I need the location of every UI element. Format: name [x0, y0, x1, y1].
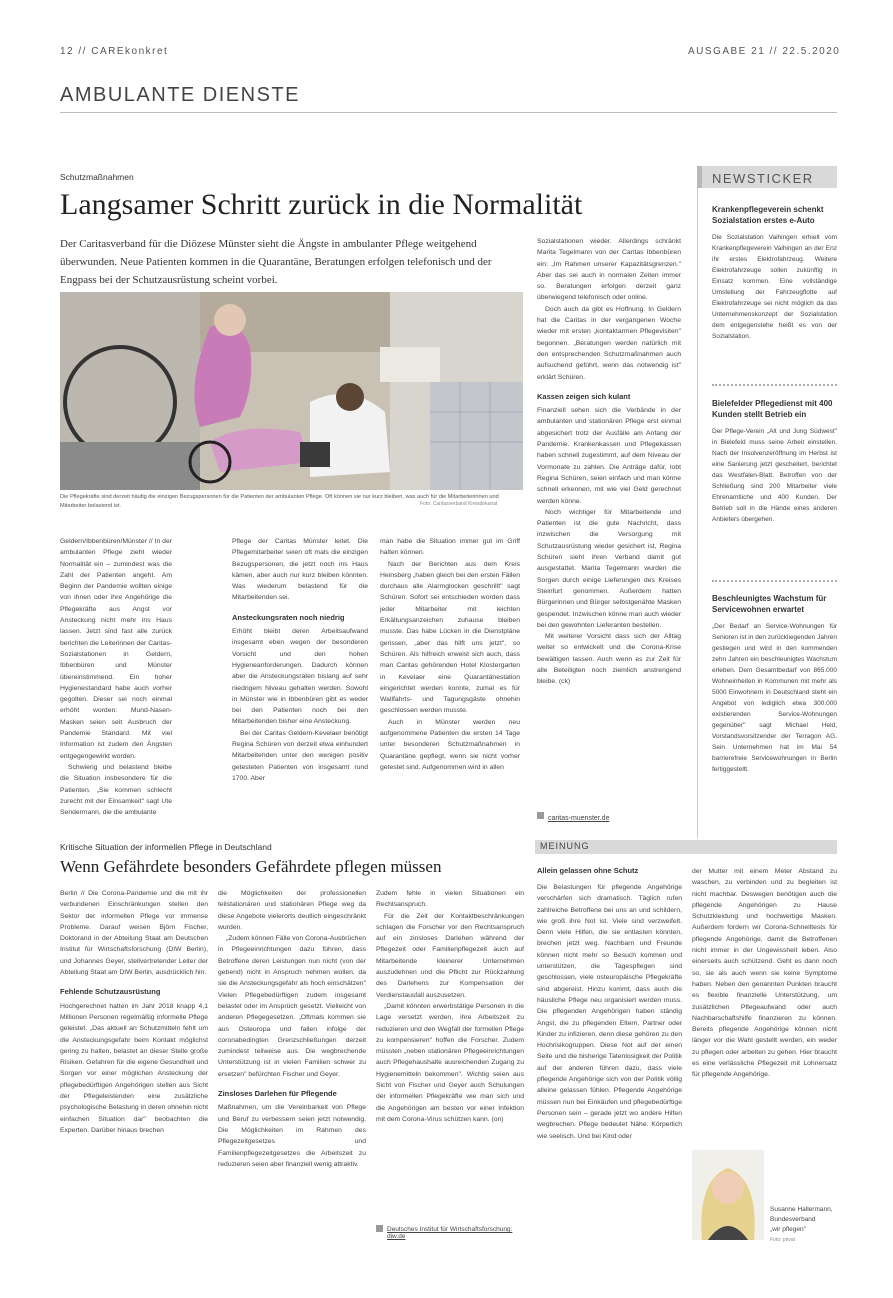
news-item [712, 398, 837, 561]
paragraph: Maßnahmen, um die Vereinbarkeit von Pflege und Beruf zu verbessern seien jetzt notwendig. Die Möglichkeiten im Rahmen des Pflegezeitgesetzes und Familienpflegezeitgesetzes die Arbeitszeit zu reduzieren seien aber finanziell wenig attraktiv. [218, 1104, 366, 1168]
news-headline: Krankenpflegeverein schenkt Sozialstation erstes e-Auto [712, 205, 824, 225]
paragraph: Nach der Berichten aus dem Kreis Heinsberg „haben gleich bei den ersten Fällen durchaus alle Alarmglocken geschrillt" sagt Schüren. Sofort sei entschieden worden dass jeder Mitarbeiter mit leichten Erkältungsanzeichen zuhause bleiben musste. Das habe Lücken in die Dienstpläne gerissen, „aber das hilft uns jetzt", so Schüren. Als hilfreich erweist sich auch, dass man Caritas gehörenden Hotel Klostergarten in Kevelaer eine Quarantänestation eingerichtet werden konnte, zumal es für Wallfahrts- und Tagungsgäste ohnehin geschlossen werden musste. [380, 560, 520, 715]
paragraph: der Mutter mit einem Meter Abstand zu waschen, zu verbinden und zu begleiten ist nicht machbar. Deswegen benötigen auch die pflegende Angehörigen zu Hause Schutzkleidung und hochwertige Masken. Außerdem fordern wir Corona-Schnelltests für pflegende Angehörige, damit die Betroffenen nicht immer in der Ungewissheit leben. Also einerseits auch schützend. Geht es dann noch so, sie als auch wenn sie keine Symptome haben. Neben den genannten Punkten braucht es flexible finanzielle Unterstützung, um zusätzlichen Pflegeaufwand oder auch Nachbarschaftshilfe finanzieren zu können. Bereits pflegende Angehörige können nicht länger vor die Wahl gestellt werden, ein weder zu pflegen oder arbeiten zu gehen. Hier braucht es eine verlässliche Pflegezeit mit Lohnersatz für pflegende Angehörige. [692, 868, 837, 1079]
subheading: Fehlende Schutzausrüstung [60, 987, 161, 997]
paragraph: Bei der Caritas Geldern-Kevelaer benötigt Regina Schüren von derzeit etwa einhundert Mitarbeitenden unter den wenigen positiv getesteten Patienten von insgesamt rund 1700. Aber [232, 729, 368, 782]
article1-lead: Der Caritasverband für die Diözese Münster sieht die Ängste in ambulanter Pflege weitgehend überwunden. Neue Patienten kommen in die Quarantäne, Beratungen erfolgen telefonisch und der Engpass bei der Schutzausrüstung scheint vorbei. [60, 238, 492, 286]
paragraph: Zudem fehle in vielen Situationen ein Rechtsanspruch. [376, 890, 524, 909]
article1-column-4 [537, 236, 681, 798]
subheading: Ansteckungsraten noch niedrig [232, 612, 345, 622]
paragraph: Pflege der Caritas Münster leitet. Die Pflegemitarbeiter seien oft mals die einzigen Bezugspersonen, die jetzt noch ins Haus kämen, aber auch nur kurz bleiben könnten. Was wiederum belastend für die Mitarbeitenden sei. [232, 538, 368, 602]
article1-photo [60, 292, 523, 490]
page-number: 12 // CAREkonkret [60, 46, 169, 57]
news-text: Die Sozialstation Vaihingen erhielt vom Krankenpflegeverein Vaihingen an der Enz ihr erstes Elektrofahrzeug. Weitere Elektrofahrzeuge sollen zukünftig in Einsatz kommen. Eine vollständige Umstellung der Fahrzeugflotte auf Elektrofahrzeuge sei nicht möglich da das Unternehmenskonzept der Sozialstation dem entgegenstehe heißt es von der Sozialstation. [712, 234, 837, 340]
article1-column-3 [380, 536, 520, 831]
author-org: Bundesverband [770, 1216, 816, 1223]
news-headline: Bielefelder Pflegedienst mit 400 Kunden stellt Betrieb ein [712, 399, 833, 419]
link-text[interactable]: Deutsches Institut für Wirtschaftsforschung: diw.de [387, 1226, 513, 1240]
article1-caption: Die Pflegekräfte sind derzeit häufig die einzigen Bezugspersonen für die Patienten der ambulanten Pflege. Oft können sie nur kurz bleiben, was auch für die Mitarbeiterinnen und Mitarbeiter belastend ist. [60, 494, 499, 509]
paragraph: „Zudem können Fälle von Corona-Ausbrüchen in Pflegeeinrichtungen dazu führen, dass Betroffene deren Leistungen nun nicht (von der gebend) nicht in Anspruch nehmen wollen, da sie die Ansteckungsgefahr als hoch einschätzen" Vielen Pflegebedürftigen zudem insgesamt belastet oder im Ansprüch gesetzt. Vielleicht von anderen Pflegegesetzen. „Oftmals kommen sie aus Osteuropa und fallen infolge der coronabedingten Grenzschließungen derzeit zumindest teilweise aus. Die wegbrechende Unterstützung ist in vielen Familien schwer zu ersetzen" befürchten Fischer und Geyer. [218, 935, 366, 1078]
subheading: Zinsloses Darlehen für Pflegende [218, 1089, 337, 1099]
paragraph: Finanziell sehen sich die Verbände in der ambulanten und stationären Pflege erst einmal abgesichert trotz der Ausfälle am Anfang der Pandemie. Krankenkassen und Pflegekassen haben schnell zugestimmt, auf dem Niveau der Vormonate zu zahlen. Die Anträge dafür, lobt Regina Schüren, seien einfach und man könne schnell erkennen, mit wie viel Geld gerechnet werden könne. [537, 407, 681, 505]
paragraph: Erhöht bleibt deren Arbeitsaufwand insgesamt eben wegen der besonderen Vorsicht und den hohen Hygieneanforderungen. Dadurch können aber die Ansteckungsraten bislang auf sehr niedrigem Niveau gehalten werden. Sowohl in Münster wie in Ibbenbüren gibt es weder bei den Patienten noch bei den Mitarbeitenden bisher eine Ansteckung. [232, 628, 368, 726]
author-photo-credit: Foto: privat [770, 1237, 796, 1243]
opinion-column-2 [692, 866, 837, 1136]
paragraph: Berlin // Die Corona-Pandemie und die mit ihr verbundenen Einschränkungen stellen den Sektor der informellen Pflege vor immense Probleme. Darauf weisen Björn Fischer, Doktorand in der Abteilung Staat am Deutschen Institut für Wirtschaftsforschung (DIW Berlin), und Johannes Geyer, stellvertretender Leiter der Abteilung Staat am DIW Berlin, ausdrücklich hin. [60, 890, 208, 977]
paragraph: Schwierig und belastend bleibe die Situation insbesondere für die Patienten. „Sie kommen schlecht zurecht mit der Einsamkeit" sagt Ute Sendermann, die die ambulante [60, 763, 172, 817]
article2-kicker: Kritische Situation der informellen Pflege in Deutschland [60, 842, 272, 852]
paragraph: Hochgerechnet hatten im Jahr 2018 knapp 4,1 Millionen Personen regelmäßig informelle Pflege geleistet. „Das aktuell an Schutzmitteln fehlt um die Ansteckungsgefahr beim Kontakt möglichst gering zu halten, belastet an dieser Stelle große Risiken. Gefahren für die eigene Gesundheit und Sorgen vor einer möglichen Ansteckung der pflegebedürftigen Angehörigen stellen aus Sicht der Pflegeleistenden eine zusätzliche psychologische Belastung in deren ohnehin nicht einfachen Situation dar" beobachten die Experten. Darüber hinaus brechen [60, 1002, 208, 1134]
issue-date: AUSGABE 21 // 22.5.2020 [688, 46, 841, 57]
article1-column-2 [232, 536, 368, 831]
opinion-label: MEINUNG [540, 841, 590, 851]
article2-link[interactable] [376, 1225, 524, 1243]
paragraph: Sozialstationen wieder. Allerdings schränkt Marita Tegelmann von der Caritas Ibbenbüren ein: „Im Rahmen unserer Kapazitätsgrenzen." Aber das sei auch in normalen Zeiten immer so. Beratungen erfolgen derzeit ganz überwiegend telefonisch oder online. [537, 238, 681, 302]
author-info [770, 1205, 833, 1245]
paragraph: Geldern/Ibbenbüren/Münster // In der ambulanten Pflege zieht wieder Normalität ein – zumindest was die Zahl der Patienten angeht. Am Beginn der Pandemie wollten einige von ihnen oder ihre Angehörige die Pflegekräfte aus Angst vor Ansteckung nicht mehr ins Haus lassen. Jetzt sind fast alle zurück berichten die Leiterinnen der Caritas-Sozialstationen in Geldern, Ibbenbüren und Münster übereinstimmend. Ein hoher Hygienestandard habe auch vorher gegolten. Dieser sei noch einmal erhöht worden: Mund-Nasen-Masken seien seit Ausbruch der Pandemie Standard. Mit viel Information ist zudem den Ängsten entgegengewirkt worden. [60, 538, 172, 760]
article1-column-1 [60, 536, 172, 831]
news-text: „Der Bedarf an Service-Wohnungen für Senioren ist in den zurückliegenden Jahren gestiegen und wird in den kommenden zehn Jahren ein beschleunigtes Wachstum erleben. Dem Gesamtbedarf von 865.000 Wohneinheiten in Kommunen mit mehr als 5000 Einwohnern in Deutschland steht ein Angebot von lediglich etwa 300.000 existierenden Service-Wohnungen gegenüber" sagt Michael Held, Vorstandsvorsitzender der Terragon AG. Sein Unternehmen hat im Mai 54 barrierefreie Servicewohnungen in Berlin fertiggestellt. [712, 623, 837, 773]
article2-title: Wenn Gefährdete besonders Gefährdete pflegen müssen [60, 857, 442, 876]
author-photo [692, 1150, 764, 1240]
newsticker-title: NEWSTICKER [712, 171, 814, 186]
paragraph: Mit weiterer Vorsicht dass sich der Alltag weiter so entwickelt und die Corona-Krise bewältigen lassen. Auch wenn es zur Zeit für alle Beteiligten noch ziemlich anstrengend bleibe. (ck) [537, 633, 681, 686]
paragraph: Auch in Münster werden neu aufgenommene Patienten die ersten 14 Tage unter besonderen Schutzmaßnahmen in Quarantäne gepflegt, wenn sie nicht vorher getestet sind. Aufgenommen wird in allen [380, 718, 520, 771]
paragraph: Für die Zeit der Kontaktbeschränkungen schlagen die Forscher vor den Rechtsanspruch auf ein zinsloses Darlehen während der Pflegezeit oder Familienpflegezeit auch auf Mitarbeitende kleinerer Unternehmen auszudehnen und die Pflicht zur Rückzahlung des Darlehens zur Kompensation der Verdienstausfall auszusetzen. [376, 912, 524, 999]
paragraph: Noch wichtiger für Mitarbeitende und Patienten ist die gute Nachricht, dass inzwischen die Versorgung mit Schutzausrüstung wieder gesichert ist, Regina Schüren sieht ihren Verband damit gut ausgestattet. Marita Tegelmann wurden die Sorgen durch einige Lieferungen des Kreises Steinfurt genommen. Außerdem hatten Bürgerinnen und Bürger selbstgenähte Masken gespendet. Inzwischen könne man auch wieder bei den gewohnten Lieferanten bestellen. [537, 508, 681, 629]
newsticker-border [697, 188, 698, 838]
bullet-square-icon [376, 1225, 383, 1232]
section-rule [60, 112, 837, 113]
news-headline: Beschleunigtes Wachstum für Servicewohnen erwartet [712, 594, 827, 614]
subheading: Kassen zeigen sich kulant [537, 391, 631, 401]
newsticker-accent [697, 166, 702, 188]
article2-column-1 [60, 888, 208, 1248]
article1-title: Langsamer Schritt zurück in die Normalität [60, 188, 583, 221]
news-item [712, 593, 837, 821]
article1-link[interactable] [537, 807, 609, 825]
article1-kicker: Schutzmaßnahmen [60, 172, 134, 182]
article2-column-2 [218, 888, 366, 1248]
section-title: AMBULANTE DIENSTE [60, 84, 300, 106]
article1-photo-credit: Foto: Caritasverband Kreisdekanat [420, 501, 498, 507]
paragraph: Doch auch da gibt es Hoffnung. In Geldern hat die Caritas in der vergangenen Woche wieder mit ersten „kontaktarmen Pflegevisiten" begonnen. „Beratungen werden natürlich mit den entsprechenden Schutzmaßnahmen auch aufsuchend geführt, wenn das notwendig ist" erklärt Schüren. [537, 305, 681, 381]
author-name: Susanne Hallermann, [770, 1206, 833, 1213]
news-divider [712, 580, 837, 582]
paragraph: die Möglichkeiten der professionellen teilstationären und stationären Pflege weg da diese Angebote vielerorts deutlich eingeschränkt wurden. [218, 890, 366, 931]
news-divider [712, 384, 837, 386]
link-text[interactable]: caritas-muenster.de [548, 815, 610, 822]
author-org-name: „wir pflegen" [770, 1226, 806, 1233]
paragraph: „Damit könnten erwerbstätige Personen in die Lage versetzt werden, ihre Arbeitszeit zu reduzieren und den Wegfall der formellen Pflege zu kompensieren" hoffen die Forscher. Zudem müssten „neben stationären Pflegeeinrichtungen auch Pflegehaushalte ausreichenden Zugang zu Hygienemitteln bekommen". Wichtig seien aus Sicht von Fischer und Geyer auch Schulungen der informellen Pflegekräfte wie man sich und die Angehörigen am besten vor einer Infektion mit dem Corona-Virus schützen kann. (on) [376, 1002, 524, 1123]
paragraph: Die Belastungen für pflegende Angehörige verschärfen sich dramatisch. Täglich rufen zahlreiche Betroffene bei uns an und schildern, wie groß ihre Not ist. Viele sind verzweifelt. Denn viele Hilfen, die sie entlasten könnten, brechen jetzt weg. Nachbarn und Freunde können nicht mehr so Besuch kommen und unterstützen, die Tagespflegen sind geschlossen, viele osteuropäische Pflegekräfte sind abgereist. Hinzu kommt, dass auch die häusliche Pflege neu organisiert werden muss. Die pflegenden Angehörigen haben ständig Angst, die zu pflegenden Eltern, Partner oder Kinder zu infizieren, denn diese gehören zu den Hochrisikogruppen. Diese Not auf der einen Seite und die bisherige Tatenlosigkeit der Politik auf der anderen führen dazu, dass viele pflegende Angehörige sich von der Politik völlig alleine gelassen fühlen. Pflegende Angehörige müssen nun bei Einkäufen und pflegebedürftige Personen sein – gerade jetzt wo andere Hilfen wegbrechen. Pflege bedeutet Nähe. Körperlich wie seelisch. Und bei Kind oder [537, 884, 682, 1140]
news-item [712, 204, 837, 364]
bullet-square-icon [537, 812, 544, 819]
opinion-column-1 [537, 882, 682, 1238]
paragraph: man habe die Situation immer gut im Griff halten können. [380, 538, 520, 557]
news-text: Der Pflege-Verein „Alt und Jung Südwest" in Bielefeld muss seine Arbeit einstellen. Nach der Insolvenzeröffnung im Herbst ist eine Sanierung jetzt gescheitert, berichtet das Westfalen-Blatt. Betroffen von der Schließung sind 200 Mitarbeiter viele Ehrenamtliche und 400 Kunden. Der Betrieb soll in die Hände eines anderen Anbieters übergehen. [712, 428, 837, 523]
article2-column-3 [376, 888, 524, 1218]
opinion-title: Allein gelassen ohne Schutz [537, 866, 639, 875]
